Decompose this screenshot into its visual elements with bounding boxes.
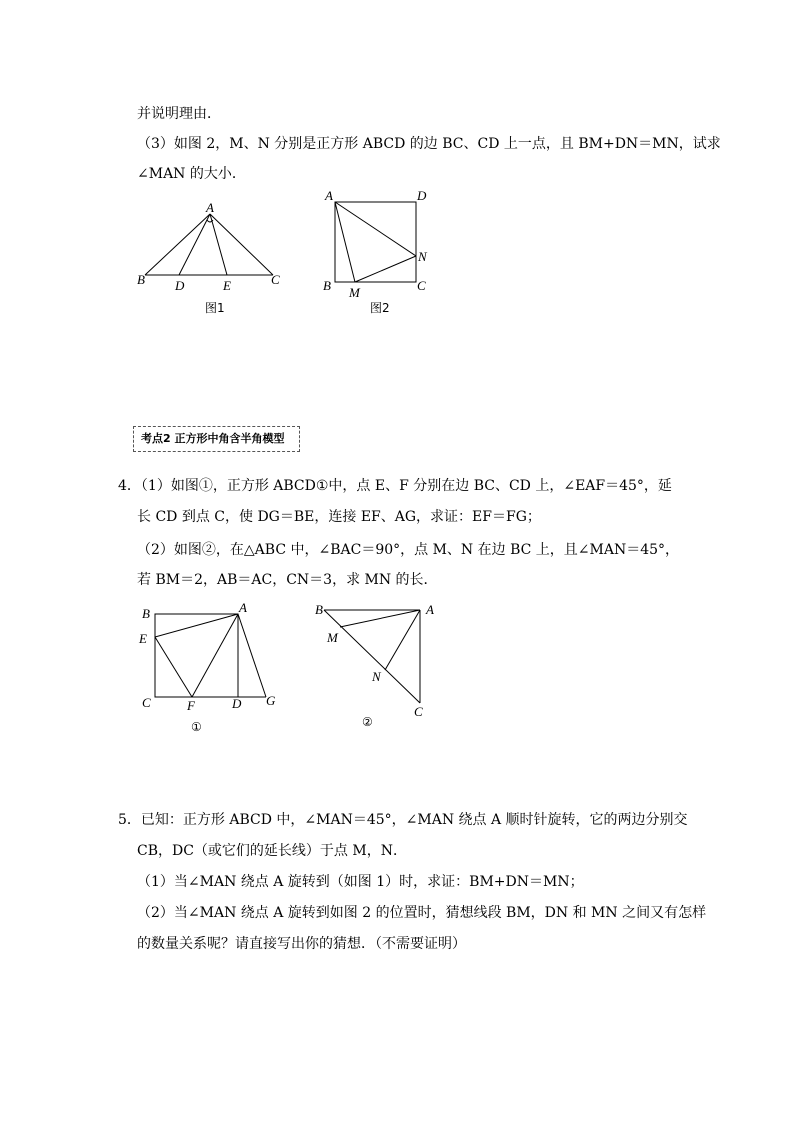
- text-line-11: （2）当∠MAN 绕点 A 旋转到如图 2 的位置时，猜想线段 BM，DN 和 MN 之间又有怎样: [137, 905, 707, 921]
- text-line-4: 4．（1）如图①，正方形 ABCD①中，点 E、F 分别在边 BC、CD 上，∠EAF＝45°，延: [118, 478, 672, 494]
- fig3-label-b: B: [142, 606, 150, 621]
- text-line-9: CB，DC（或它们的延长线）于点 M，N．: [137, 843, 407, 859]
- fig2-label-m: M: [349, 285, 360, 300]
- figure-1: [135, 200, 295, 320]
- fig3-label-e: E: [139, 631, 147, 646]
- fig4-label-a: A: [426, 602, 434, 617]
- figure-3: [135, 600, 285, 735]
- text-line-6: （2）如图②，在△ABC 中，∠BAC＝90°，点 M、N 在边 BC 上，且∠MAN＝45°，: [137, 542, 680, 558]
- fig4-label-n: N: [372, 669, 381, 684]
- text-line-2: （3）如图 2，M、N 分别是正方形 ABCD 的边 BC、CD 上一点，且 BM+DN＝MN，试求: [137, 136, 721, 152]
- figure-4: [310, 600, 450, 735]
- fig3-label-c: C: [142, 695, 151, 710]
- fig2-label-b: B: [323, 278, 331, 293]
- fig2-label-a: A: [325, 188, 333, 203]
- fig2-label-c: C: [417, 278, 426, 293]
- text-line-3: ∠MAN 的大小．: [137, 166, 246, 182]
- fig4-label-b: B: [315, 602, 323, 617]
- fig1-label-c: C: [271, 272, 280, 287]
- figure-2: [320, 186, 440, 321]
- fig4-label-c: C: [414, 704, 423, 719]
- fig1-label-b: B: [137, 272, 145, 287]
- fig1-label-e: E: [223, 278, 231, 293]
- fig3-label-f: F: [187, 698, 195, 713]
- fig3-label-g: G: [266, 693, 276, 708]
- text-line-5: 长 CD 到点 C，使 DG＝BE，连接 EF、AG，求证：EF＝FG；: [137, 509, 541, 525]
- fig1-label-a: A: [206, 200, 214, 215]
- text-line-8: 5．已知：正方形 ABCD 中，∠MAN＝45°，∠MAN 绕点 A 顺时针旋转，它的两边分别交: [118, 812, 688, 828]
- text-line-1: 并说明理由．: [137, 106, 221, 122]
- fig3-label-a: A: [239, 600, 247, 615]
- text-line-7: 若 BM＝2，AB＝AC，CN＝3，求 MN 的长．: [137, 572, 438, 588]
- fig3-caption: ①: [191, 720, 202, 734]
- fig4-label-m: M: [327, 630, 338, 645]
- fig2-label-n: N: [418, 249, 427, 264]
- section-tag: 考点2 正方形中角含半角模型: [133, 426, 300, 452]
- fig1-label-d: D: [175, 278, 185, 293]
- fig4-caption: ②: [362, 715, 373, 729]
- text-line-12: 的数量关系呢？请直接写出你的猜想．（不需要证明）: [137, 936, 466, 952]
- fig2-label-d: D: [417, 188, 427, 203]
- fig2-caption: 图2: [370, 301, 390, 315]
- fig1-caption: 图1: [205, 301, 225, 315]
- text-line-10: （1）当∠MAN 绕点 A 旋转到（如图 1）时，求证：BM+DN＝MN；: [137, 874, 584, 890]
- fig3-label-d: D: [232, 696, 242, 711]
